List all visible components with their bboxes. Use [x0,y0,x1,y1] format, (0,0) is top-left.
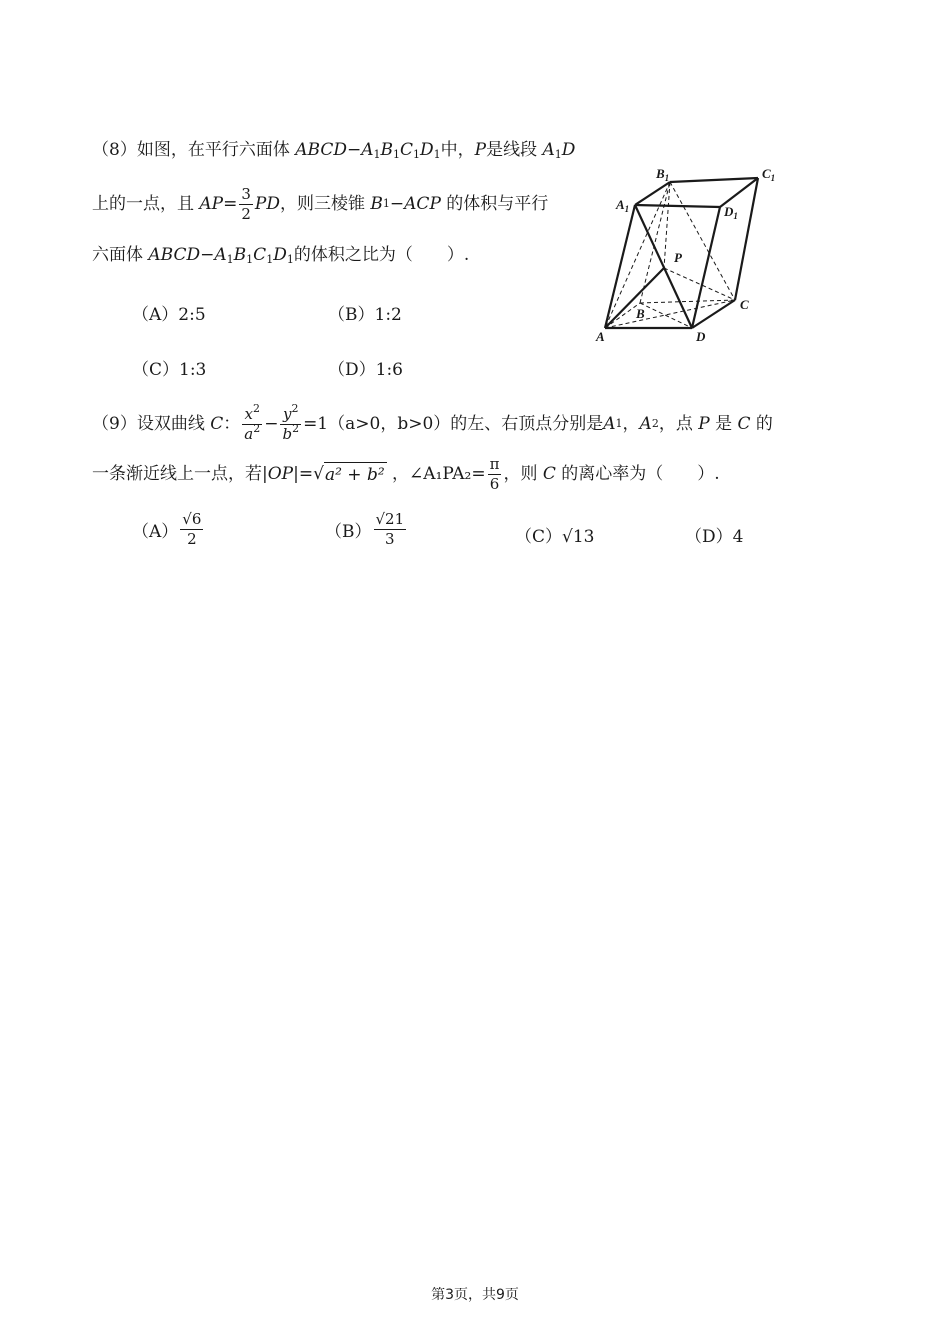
q9-line-1: （9） 设双曲线 C ： $\frac{x^2}{a^2}$ − $\frac{y^2}{b^2}$ =1 （a>0，b>0） 的左、右顶点分别是 A 1 ， A 2 ，点 P 是 C 的 [92,401,773,443]
edge-b-c [640,300,735,303]
label-a: A [596,329,605,344]
label-d1: $D_1$ [724,204,738,221]
edge-d-d1 [692,207,720,328]
fraction-3-2: $\frac{3}{2}$ [241,184,251,223]
label-c1: $C_1$ [762,166,776,183]
segment-b1-p [664,182,670,268]
q9-line-2: 一条渐近线上一点，若 |OP| = √ a² + b² ， ∠A₁PA₂ = $\frac{\pi}{6}$ ，则 C 的离心率为（ ）. [92,454,720,493]
q8-option-a[interactable]: （A）2:5 [132,305,206,325]
q8-option-d[interactable]: （D）1:6 [328,360,403,380]
label-a1: $A_1$ [616,197,630,214]
q8-option-c[interactable]: （C）1:3 [132,360,207,380]
edge-c-c1 [735,178,758,300]
fraction-pi-6: $\frac{\pi}{6}$ [489,454,500,493]
edge-b-b1 [640,182,670,303]
q9-option-c[interactable]: （C）√13 [515,527,595,547]
q9-option-a[interactable]: （A） $\frac{√6}{2}$ [132,510,202,548]
page-footer: 第3页，共9页 [431,1287,519,1303]
label-d: D [696,329,706,344]
parallelepiped-figure [590,160,790,350]
q8-line-1: （8）如图，在平行六面体 $ABCD-A_1B_1C_1D_1$中，P是线段 $A_1D$ [92,140,576,161]
segment-a-p [605,268,664,328]
fraction-y2-b2: $\frac{y^2}{b^2}$ [282,401,300,443]
q8-line-2: 上的一点，且 AP = $\frac{3}{2}$ PD ，则三棱锥 B 1 − ACP 的体积与平行 [92,184,549,223]
edge-a1-b1 [635,182,670,205]
edge-b1-c1 [670,178,758,182]
q8-line-3: 六面体 $ABCD-A_1B_1C_1D_1$的体积之比为（ ）. [92,245,470,266]
fraction-x2-a2: $\frac{x^2}{a^2}$ [244,401,261,443]
label-b1: $B_1$ [656,166,670,183]
q9-option-b[interactable]: （B） $\frac{√21}{3}$ [325,510,405,548]
q8-option-b[interactable]: （B）1:2 [328,305,402,325]
label-b: B [636,306,645,321]
label-p: P [674,250,682,265]
q8-number: （8） [92,140,137,160]
q9-option-d[interactable]: （D）4 [685,527,744,547]
edge-d1-a1 [635,205,720,207]
segment-b-d [640,303,692,328]
label-c: C [740,297,749,312]
q9-number: （9） [92,414,137,434]
